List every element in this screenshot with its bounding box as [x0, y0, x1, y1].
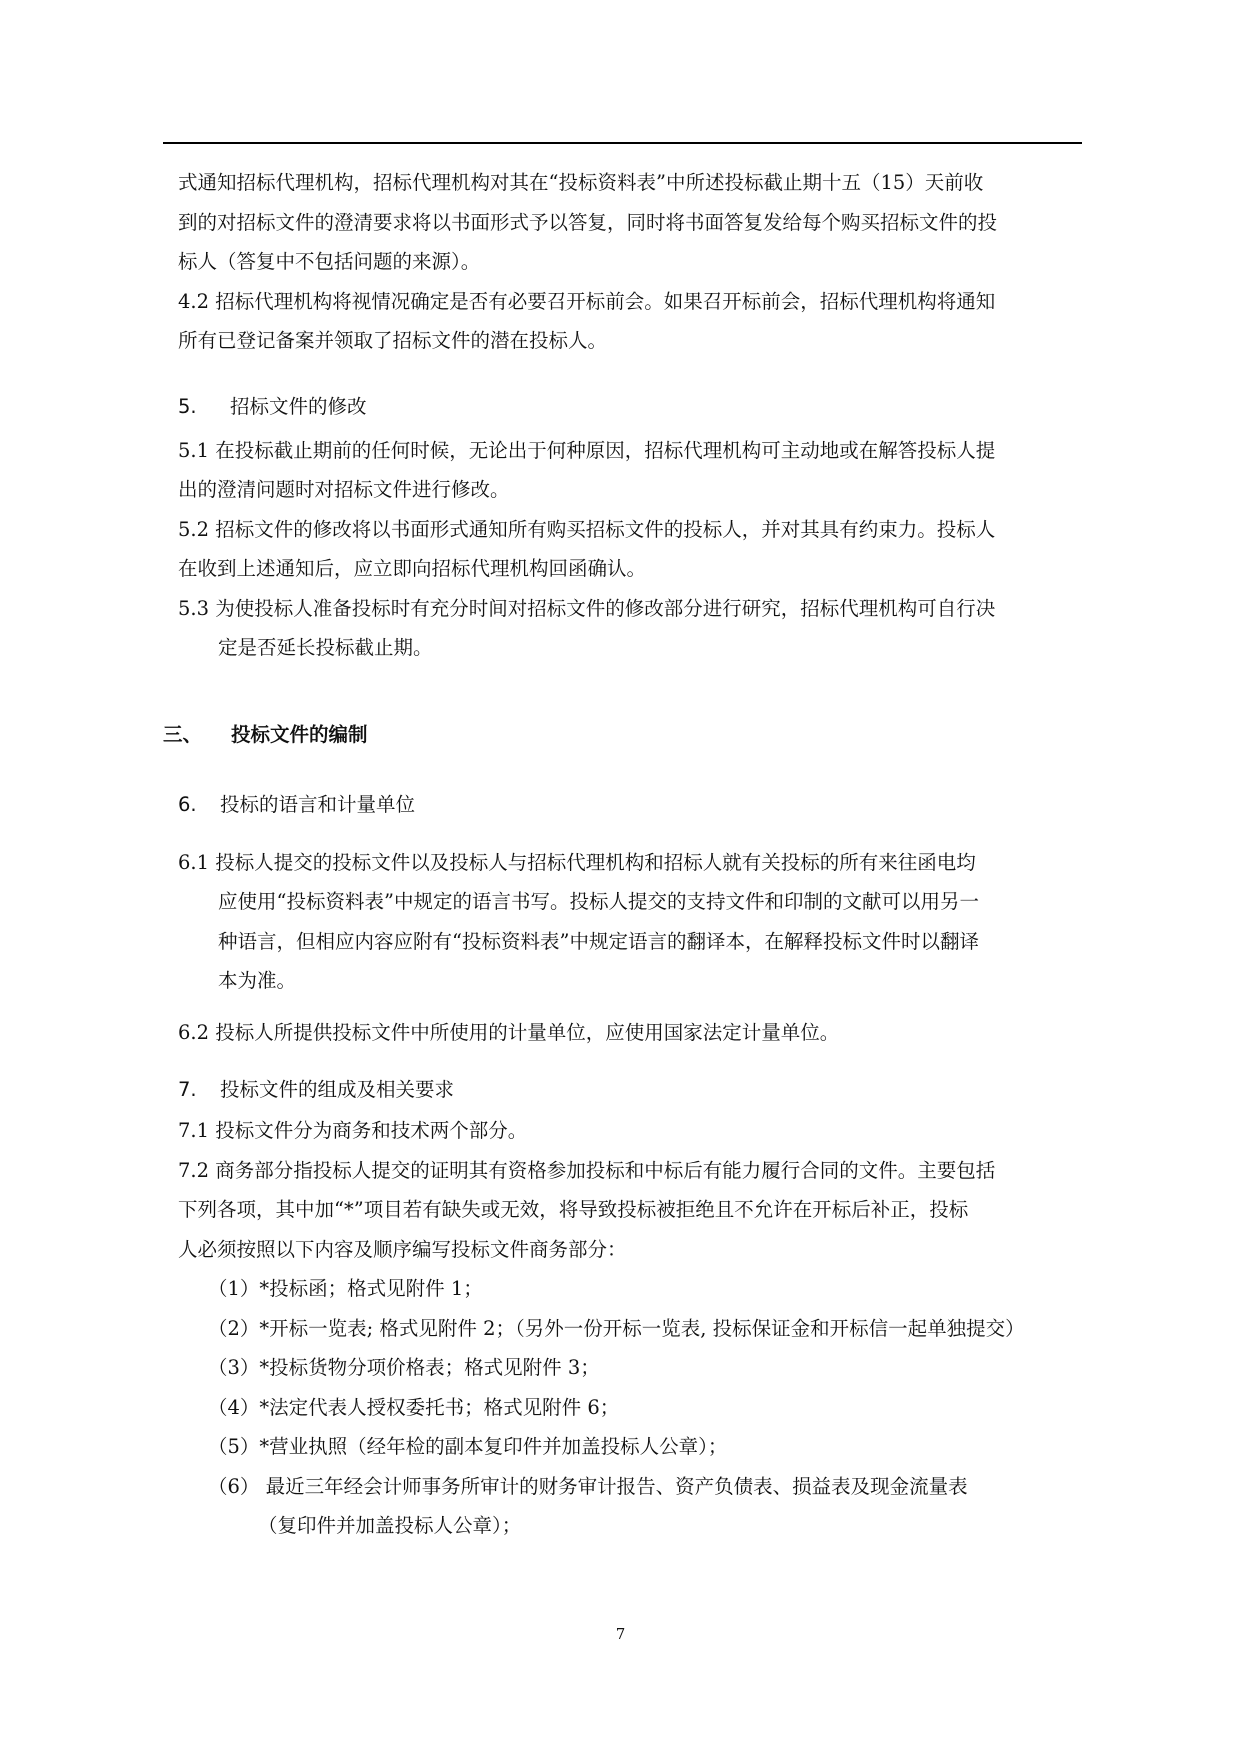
text-line: 人必须按照以下内容及顺序编写投标文件商务部分： [178, 1238, 627, 1261]
text-line: 5.2 招标文件的修改将以书面形式通知所有购买招标文件的投标人，并对其具有约束力。投标人 [178, 518, 996, 541]
text-line: 出的澄清问题时对招标文件进行修改。 [178, 478, 510, 501]
list-item: （复印件并加盖投标人公章）； [258, 1514, 522, 1537]
list-item: （6） 最近三年经会计师事务所审计的财务审计报告、资产负债表、损益表及现金流量表 [208, 1475, 968, 1498]
list-item: （1）*投标函；格式见附件 1； [208, 1277, 483, 1300]
section-heading-6 [178, 792, 415, 818]
text-line: 6.1 投标人提交的投标文件以及投标人与招标代理机构和招标人就有关投标的所有来往函电均 [178, 851, 976, 874]
text-line: 本为准。 [218, 969, 297, 992]
list-item: （3）*投标货物分项价格表；格式见附件 3； [208, 1356, 600, 1379]
section-heading-5 [178, 394, 367, 420]
text-line: 5.1 在投标截止期前的任何时候，无论出于何种原因，招标代理机构可主动地或在解答投标人提 [178, 439, 996, 462]
page-number: 7 [615, 1625, 626, 1643]
text-line: 式通知招标代理机构，招标代理机构对其在“投标资料表”中所述投标截止期十五（15）天前收 [178, 171, 984, 194]
list-item: （2）*开标一览表; 格式见附件 2；（另外一份开标一览表, 投标保证金和开标信一起单独提交） [208, 1317, 1025, 1340]
section-number: 6. [178, 793, 197, 816]
list-item: （4）*法定代表人授权委托书；格式见附件 6； [208, 1396, 620, 1419]
text-line: 4.2 招标代理机构将视情况确定是否有必要召开标前会。如果召开标前会，招标代理机构将通知 [178, 290, 996, 313]
part-heading-3 [163, 722, 368, 748]
text-line: 7.2 商务部分指投标人提交的证明其有资格参加投标和中标后有能力履行合同的文件。主要包括 [178, 1159, 996, 1182]
section-heading-7 [178, 1077, 454, 1103]
text-line: 下列各项，其中加“*”项目若有缺失或无效，将导致投标被拒绝且不允许在开标后补正，投标 [178, 1198, 969, 1221]
section-number: 5. [178, 395, 197, 418]
text-line: 在收到上述通知后，应立即向招标代理机构回函确认。 [178, 557, 647, 580]
list-item: （5）*营业执照（经年检的副本复印件并加盖投标人公章）； [208, 1435, 728, 1458]
text-line: 6.2 投标人所提供投标文件中所使用的计量单位，应使用国家法定计量单位。 [178, 1021, 840, 1044]
text-line: 种语言，但相应内容应附有“投标资料表”中规定语言的翻译本，在解释投标文件时以翻译 [218, 930, 979, 953]
header-rule [163, 142, 1082, 144]
text-line: 应使用“投标资料表”中规定的语言书写。投标人提交的支持文件和印制的文献可以用另一 [218, 890, 979, 913]
section-title: 招标文件的修改 [230, 395, 367, 418]
section-title: 投标文件的组成及相关要求 [220, 1078, 455, 1101]
text-line: 所有已登记备案并领取了招标文件的潜在投标人。 [178, 329, 608, 352]
section-title: 投标的语言和计量单位 [220, 793, 416, 816]
section-number: 7. [178, 1078, 197, 1101]
text-line: 5.3 为使投标人准备投标时有充分时间对招标文件的修改部分进行研究，招标代理机构可自行决 [178, 597, 996, 620]
text-line: 7.1 投标文件分为商务和技术两个部分。 [178, 1119, 528, 1142]
part-number: 三、 [163, 723, 203, 746]
text-line: 到的对招标文件的澄清要求将以书面形式予以答复，同时将书面答复发给每个购买招标文件的投 [178, 211, 998, 234]
part-title: 投标文件的编制 [231, 723, 368, 746]
text-line: 标人（答复中不包括问题的来源）。 [178, 250, 481, 273]
text-line: 定是否延长投标截止期。 [218, 636, 433, 659]
